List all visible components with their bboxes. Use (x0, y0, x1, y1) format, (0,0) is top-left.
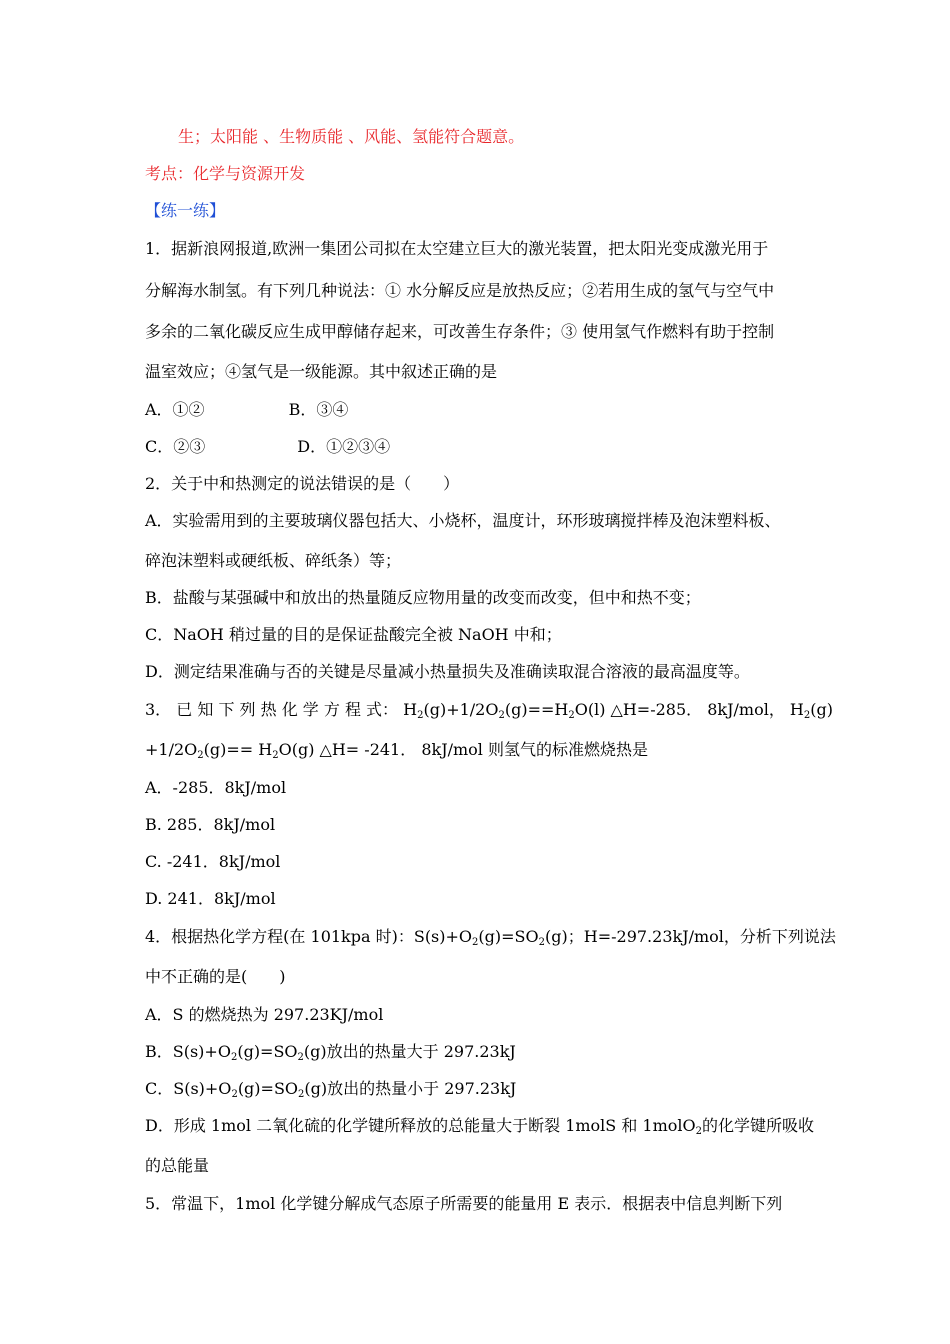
q1-line-2: 分解海水制氢。有下列几种说法：① 水分解反应是放热反应；②若用生成的氢气与空气中 (145, 281, 775, 300)
q4-stem-line-2: 中不正确的是( ) (145, 967, 286, 986)
q4-option-a: A．S 的燃烧热为 297.23KJ/mol (145, 1005, 384, 1024)
q2-option-d: D．测定结果准确与否的关键是尽量减小热量损失及准确读取混合溶液的最高温度等。 (145, 662, 750, 681)
q1-line-1: 1．据新浪网报道,欧洲一集团公司拟在太空建立巨大的激光装置，把太阳光变成激光用于 (145, 239, 769, 258)
q4-option-c: C．$S(s)+O_2(g)=SO_2(g)$放出的热量小于 297.23kJ (145, 1079, 517, 1100)
q3-stem-line-1: 3． 已 知 下 列 热 化 学 方 程 式： $H_2(g)+1/2O_2(g)==H_2O(l)$ △H=-285． 8kJ/mol， $H_2(g)$ (145, 700, 833, 721)
q1-option-c: C．②③ (145, 437, 206, 456)
section-label: 【练一练】 (145, 201, 226, 220)
q1-option-a: A．①② (145, 400, 205, 419)
q1-line-3: 多余的二氧化碳反应生成甲醇储存起来，可改善生存条件；③ 使用氢气作燃料有助于控制 (145, 322, 775, 341)
q1-line-4: 温室效应；④氢气是一级能源。其中叙述正确的是 (145, 362, 498, 381)
q3-option-a: A．-285．8kJ/mol (145, 778, 287, 797)
q4-stem-line-1: 4．根据热化学方程(在 101kpa 时)：$S(s)+O_2(g)=SO_2(g)$；H=-297.23kJ/mol，分析下列说法 (145, 927, 836, 948)
q3-option-c: C. -241．8kJ/mol (145, 852, 281, 871)
q4-option-b: B．$S(s)+O_2(g)=SO_2(g)$放出的热量大于 297.23kJ (145, 1042, 516, 1063)
q4-option-d-line-1: D．形成 1mol 二氧化硫的化学键所释放的总能量大于断裂 1molS 和 1molO$_2$的化学键所吸收 (145, 1116, 815, 1137)
q2-stem: 2．关于中和热测定的说法错误的是（ ） (145, 474, 460, 493)
q1-option-b: B．③④ (288, 400, 349, 419)
q2-option-c: C．NaOH 稍过量的目的是保证盐酸完全被 NaOH 中和； (145, 625, 562, 644)
q2-option-a-line-2: 碎泡沫塑料或硬纸板、碎纸条）等； (145, 551, 402, 570)
q1-options-row-2 (145, 437, 390, 457)
q3-stem-line-2: $+1/2O_2(g)== H_2O(g)$ △H= -241． 8kJ/mol 则氢气的标准燃烧热是 (145, 740, 649, 761)
answer-tail-text: 生；太阳能 、生物质能 、风能、氢能符合题意。 (178, 127, 525, 146)
q1-option-d: D．①②③④ (297, 437, 391, 456)
q4-option-d-line-2: 的总能量 (145, 1156, 210, 1175)
q5-stem-line-1: 5．常温下，1mol 化学键分解成气态原子所需要的能量用 E 表示．根据表中信息判断下列 (145, 1194, 783, 1213)
q2-option-b: B．盐酸与某强碱中和放出的热量随反应物用量的改变而改变，但中和热不变； (145, 588, 701, 607)
q2-option-a-line-1: A．实验需用到的主要玻璃仪器包括大、小烧杯，温度计，环形玻璃搅拌棒及泡沫塑料板、 (145, 511, 781, 530)
kaodian-label: 考点：化学与资源开发 (145, 164, 306, 183)
q1-options-row-1 (145, 400, 348, 420)
q3-option-d: D. 241．8kJ/mol (145, 889, 276, 908)
q3-option-b: B. 285．8kJ/mol (145, 815, 276, 834)
